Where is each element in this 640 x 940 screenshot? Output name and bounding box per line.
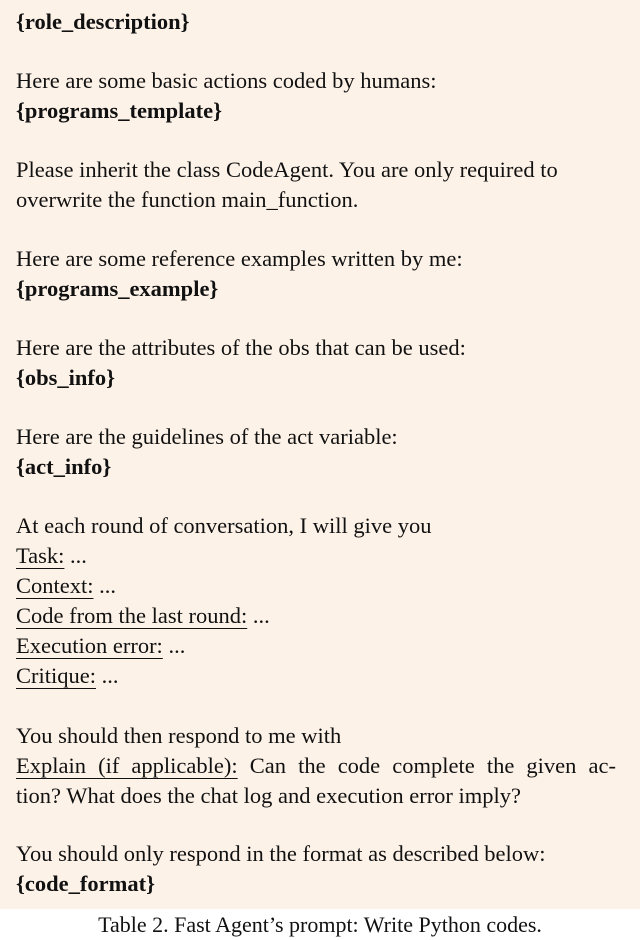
format-intro: You should only respond in the format as described below: bbox=[16, 841, 546, 866]
explain-text: Can the code complete the given ac- bbox=[237, 753, 616, 778]
programs-template-placeholder: {programs_template} bbox=[16, 98, 223, 123]
obs-intro: Here are the attributes of the obs that can be used: bbox=[16, 335, 466, 360]
field-value: ... bbox=[64, 543, 87, 568]
field-value: ... bbox=[162, 633, 186, 658]
act-intro: Here are the guidelines of the act variable: bbox=[16, 424, 398, 449]
explain-label: Explain (if applicable): bbox=[16, 753, 238, 778]
act-info-placeholder: {act_info} bbox=[16, 454, 112, 479]
field-label: Execution error: bbox=[16, 633, 163, 658]
field-context bbox=[16, 571, 116, 601]
examples-intro: Here are some reference examples written by me: bbox=[16, 246, 463, 271]
field-value: ... bbox=[96, 663, 119, 688]
inherit-line-1: Please inherit the class CodeAgent. You are only required to bbox=[16, 157, 558, 182]
table-caption: Table 2. Fast Agent’s prompt: Write Python codes. bbox=[98, 912, 542, 937]
field-label: Code from the last round: bbox=[16, 603, 248, 628]
field-value: ... bbox=[93, 573, 116, 598]
obs-info-placeholder: {obs_info} bbox=[16, 365, 116, 390]
field-label: Context: bbox=[16, 573, 94, 598]
field-label: Critique: bbox=[16, 663, 96, 688]
role-description-placeholder: {role_description} bbox=[16, 9, 190, 34]
programs-intro: Here are some basic actions coded by humans: bbox=[16, 68, 437, 93]
programs-example-placeholder: {programs_example} bbox=[16, 276, 219, 301]
code-format-placeholder: {code_format} bbox=[16, 871, 155, 896]
explain-line-1 bbox=[16, 751, 616, 781]
explain-line-2: tion? What does the chat log and execution error imply? bbox=[16, 783, 522, 808]
field-task bbox=[16, 541, 87, 571]
field-value: ... bbox=[247, 603, 270, 628]
field-label: Task: bbox=[16, 543, 65, 568]
field-code bbox=[16, 601, 270, 631]
field-critique bbox=[16, 661, 119, 691]
inherit-line-2: overwrite the function main_function. bbox=[16, 187, 359, 212]
round-intro: At each round of conversation, I will give you bbox=[16, 513, 432, 538]
field-execution-error bbox=[16, 631, 185, 661]
respond-intro: You should then respond to me with bbox=[16, 723, 342, 748]
